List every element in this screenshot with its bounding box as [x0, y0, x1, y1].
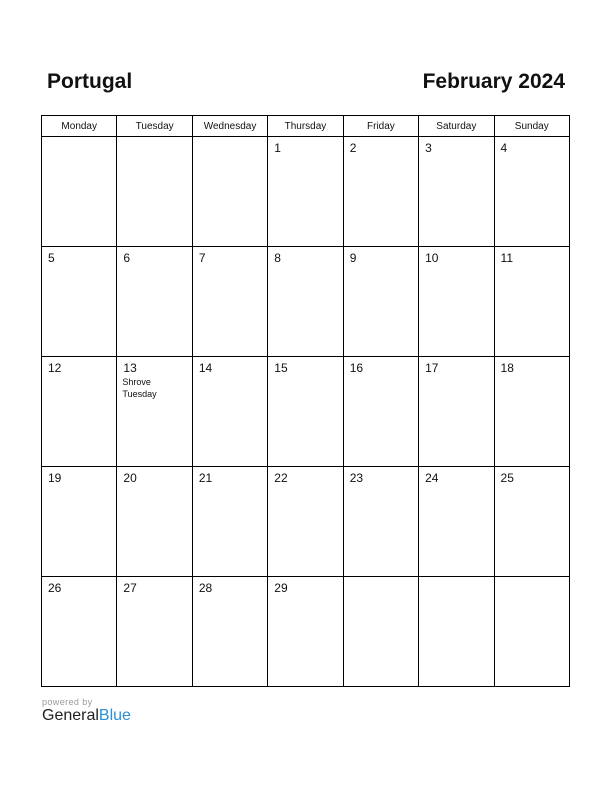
weekday-saturday: Saturday: [419, 116, 494, 137]
weekday-friday: Friday: [343, 116, 418, 137]
holiday-label: Shrove Tuesday: [122, 377, 157, 399]
day-cell: [42, 247, 117, 357]
day-number: [344, 577, 418, 581]
day-cell: [117, 467, 192, 577]
day-number: 28: [198, 581, 213, 595]
day-number: 25: [500, 471, 514, 485]
day-cell: [192, 247, 267, 357]
day-cell: [117, 247, 192, 357]
day-cell: [42, 467, 117, 577]
day-cell: [42, 577, 117, 687]
day-number: 21: [198, 471, 213, 485]
day-number: 29: [274, 581, 288, 595]
week-row: [42, 577, 570, 687]
day-cell: [419, 467, 494, 577]
day-cell: [117, 137, 192, 247]
day-cell: [494, 247, 569, 357]
day-cell: [343, 137, 418, 247]
day-number: [495, 577, 569, 581]
day-number: 24: [425, 471, 439, 485]
day-number: 20: [123, 471, 137, 485]
day-cell: [268, 357, 343, 467]
day-number: 12: [48, 361, 62, 375]
weekday-wednesday: Wednesday: [192, 116, 267, 137]
day-number: [42, 137, 116, 141]
weekday-sunday: Sunday: [494, 116, 569, 137]
day-cell: [268, 137, 343, 247]
day-cell: [42, 357, 117, 467]
day-number: [117, 137, 191, 141]
day-cell: [343, 357, 418, 467]
day-number: 8: [274, 251, 281, 265]
day-cell: [419, 247, 494, 357]
day-number: 23: [349, 471, 364, 485]
weekday-monday: Monday: [42, 116, 117, 137]
day-cell: [268, 577, 343, 687]
day-number: 4: [500, 141, 508, 155]
day-number: 13: [123, 361, 137, 375]
brand-second: Blue: [98, 707, 131, 724]
day-cell: [494, 357, 569, 467]
day-cell: [343, 467, 418, 577]
week-row: [42, 357, 570, 467]
country-title: Portugal: [47, 70, 133, 93]
powered-by-label: powered by: [42, 697, 93, 707]
week-row: [42, 247, 570, 357]
day-number: 2: [349, 141, 357, 155]
day-cell: [192, 467, 267, 577]
day-number: [419, 577, 493, 581]
brand-logo: [42, 707, 131, 725]
day-cell: [192, 577, 267, 687]
day-cell: [494, 577, 569, 687]
weekday-tuesday: Tuesday: [117, 116, 192, 137]
day-number: 18: [500, 361, 514, 375]
day-cell: [419, 577, 494, 687]
brand-first: General: [42, 707, 99, 724]
day-cell: [268, 467, 343, 577]
day-cell: [192, 137, 267, 247]
day-number: 11: [500, 251, 513, 265]
day-cell: [192, 357, 267, 467]
day-cell: [117, 577, 192, 687]
day-cell: [42, 137, 117, 247]
day-number: 10: [425, 251, 439, 265]
day-cell: [419, 357, 494, 467]
day-number: 9: [349, 251, 357, 265]
day-number: 15: [274, 361, 288, 375]
day-number: 7: [198, 251, 206, 265]
day-cell: [343, 577, 418, 687]
day-cell: [494, 467, 569, 577]
day-cell: [494, 137, 569, 247]
footer-branding: [42, 697, 131, 725]
day-number: 27: [123, 581, 137, 595]
weekday-header-row: [42, 116, 570, 137]
day-cell: [268, 247, 343, 357]
day-number: 16: [349, 361, 364, 375]
day-cell: [117, 357, 192, 467]
day-number: 14: [198, 361, 213, 375]
week-row: [42, 467, 570, 577]
day-cell: [419, 137, 494, 247]
day-number: 17: [425, 361, 439, 375]
day-number: 1: [274, 141, 281, 155]
day-number: 3: [425, 141, 432, 155]
day-number: 26: [48, 581, 62, 595]
day-number: 19: [48, 471, 62, 485]
day-number: [193, 137, 267, 141]
day-number: 5: [48, 251, 55, 265]
month-title: February 2024: [422, 70, 565, 93]
day-number: 6: [123, 251, 131, 265]
day-cell: [343, 247, 418, 357]
weekday-thursday: Thursday: [268, 116, 343, 137]
day-number: 22: [274, 471, 288, 485]
calendar-grid: [41, 115, 570, 687]
week-row: [42, 137, 570, 247]
